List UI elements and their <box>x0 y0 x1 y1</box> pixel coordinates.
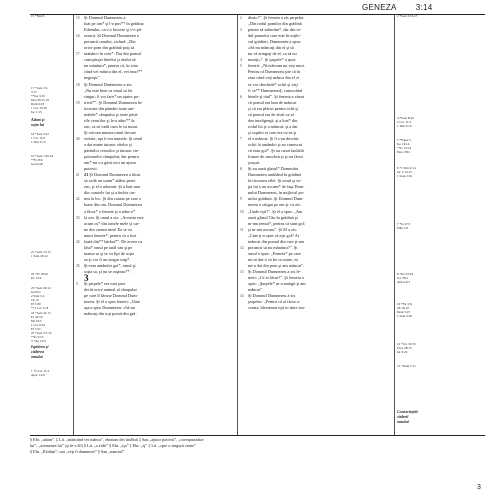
verse-text: nea la loc. Şi din coasta pe care o <box>84 196 142 202</box>
verse-text: şi m-am ascuns”. Şi El a zis: <box>248 226 298 232</box>
verse-text: că pomul era bun de mâncat <box>248 99 297 105</box>
cross-reference: **Is 52:5 <box>31 335 44 339</box>
cross-reference: 24 *Gen 31:15 <box>31 311 51 315</box>
verse-number: 19 <box>76 100 80 105</box>
cross-reference: Apoc 12:9 <box>31 373 45 377</box>
cross-reference: **1 Cor 11:8 <box>31 306 49 310</box>
cross-reference: Plân 1:8 <box>397 226 408 230</box>
cross-reference: 7 *Is 47:3 <box>397 222 411 226</box>
verse-text: Şi oricum numea omul fiecare <box>84 129 137 135</box>
verse-text: numi femeie*, pentru că a fost <box>84 232 137 238</box>
verse-text: malele* câmpului şi toate păsă- <box>84 111 139 117</box>
cross-reference: 19:13 <box>31 298 39 302</box>
verse-number: 12 <box>240 245 244 250</box>
verse-text: şorţuri. <box>248 160 261 166</box>
verse-number: 22 <box>76 197 80 202</box>
verse-text: sa şi vor fi un singur trup*. <box>84 256 131 262</box>
verse-text: tocmise din pământ toate ani- <box>84 105 135 111</box>
cross-reference: 23 *Gen 29:14 <box>31 286 51 290</box>
verse-text: dul pomului care este în mijlo- <box>248 33 301 39</box>
column-divider-center <box>237 15 238 435</box>
verse-text: m-am temut*, pentru că sunt gol; <box>248 220 306 226</box>
verse-text: om; şi el a adormit. Şi a luat una <box>84 184 140 190</box>
verse-text: omul a spus: „Femeia* pe care <box>248 250 301 256</box>
left-margin-references <box>31 15 71 425</box>
cross-reference: Ef 5:31 <box>31 327 41 331</box>
cross-reference: 22 *Pr 18:22 <box>31 272 49 276</box>
footnotes <box>30 437 485 455</box>
verse-text: om* nu s-a găsit nici un ajutor <box>84 160 137 166</box>
cross-reference: Ier 2:22 <box>397 350 408 354</box>
cross-reference: 15 *Nm 8. <box>31 15 46 18</box>
verse-text: a dat nume tuturor vitelor şi <box>84 141 132 147</box>
verse-number: 17 <box>76 52 80 57</box>
cross-reference: 4 *Ioan 8:44 <box>397 116 414 120</box>
verse-text: în răcoarea zilei. Şi omul şi so- <box>248 178 302 184</box>
verse-text: Şi au auzit glasul* Domnului <box>248 166 299 172</box>
section-heading: Adam şi <box>31 117 45 122</box>
verse-text: ceasta, blestemat eşti tu între toa- <box>248 305 306 311</box>
verse-number: 25 <box>76 263 80 268</box>
footnote-rule <box>30 435 485 436</box>
verse-number: 11 <box>240 227 244 232</box>
cross-reference: 8 *Ier 23:24 <box>397 272 414 276</box>
verse-text: când vei mânca din el, vei muri** <box>84 69 143 75</box>
cross-reference: 19 *Gen 1:20,24 <box>31 154 54 158</box>
verse-text: cul grădinii, Dumnezeu a spus: <box>248 39 302 45</box>
cross-reference: 1 Tim 2:13 <box>31 140 46 144</box>
verse-text: nu vă atingeţi de el, ca să nu <box>248 51 297 57</box>
verse-text: ne din carnea mea! Ea se va <box>84 226 132 232</box>
verse-text: Edenului, ca s-o lucreze şi s-o pă- <box>84 27 143 33</box>
verse-text: frunze de smochin şi şi-au făcut <box>248 154 303 160</box>
verse-number: 18 <box>76 82 80 87</box>
verse-number: 10 <box>240 209 244 214</box>
verse-text: vietate, aşa îi era numele. Şi omul <box>84 135 143 141</box>
verse-text: milor grădinii. Şi Domnul Dum- <box>248 196 304 202</box>
verse-text: ziua când veţi mânca din el vi <box>248 75 300 81</box>
verse-number: 15 <box>76 16 80 20</box>
cross-reference: Iac 1:15 <box>31 110 42 114</box>
verse-text: mănânci în voie*. Dar din pomul <box>84 51 141 57</box>
verse-text: negreşit”. <box>84 75 101 81</box>
verse-text: se vor deschide* ochii şi veţi <box>248 81 298 87</box>
cross-reference: Ps 45:10 <box>31 315 43 319</box>
cross-reference: 1 Cor 11:9 <box>31 136 45 140</box>
verse-text: femeii: „Nicidecum nu veţi muri. <box>248 63 306 69</box>
verse-number: 13 <box>240 269 244 274</box>
cross-reference: **Ps 8:6 <box>31 158 43 162</box>
cross-reference: 20:18,19 <box>397 306 409 310</box>
verse-text: Pentru că Dumnezeu ştie că în <box>248 69 301 75</box>
verse-text: fi ca** Dumnezeu§, cunoscând <box>248 87 302 93</box>
verse-text: acum os* din oasele mele şi car- <box>84 220 140 226</box>
cross-reference: 12 *Iov 31:33 <box>397 342 416 346</box>
verse-text: «Să nu mâncaţi din el şi să <box>248 45 294 51</box>
verse-text: şarpelui: „Pentru că ai făcut a- <box>248 299 301 305</box>
cross-reference: 2 Sam 5:1, <box>31 294 46 298</box>
verse-text: mâncat din pomul din care ţi-am <box>248 238 304 244</box>
verse-text: ţia lui s-au ascuns* de faţa Dom- <box>248 184 305 190</box>
cross-reference: Gen 6:20 <box>31 162 44 166</box>
cross-reference: 25 *Gen 3:7,10 <box>31 331 52 335</box>
verse-number: 5 <box>240 64 242 69</box>
verse-text: auzit glasul Tău în grădină şi <box>248 214 298 220</box>
verse-text: Şi Domnul Dumnezeu a făcut <box>89 172 141 178</box>
cross-reference: 6 *1 Tim 2:14 <box>397 166 416 170</box>
column-divider-left <box>73 15 74 435</box>
verse-text: om, ca să vadă cum le va numi. <box>84 123 139 129</box>
verse-text: aşa a spus Dumnezeu: «Să nu <box>84 305 135 311</box>
verse-text: trivit*”. Şi Domnul Dumnezeu în- <box>84 99 143 105</box>
verse-number: 3 <box>76 282 78 287</box>
column-divider-right <box>394 15 395 435</box>
cross-reference: 13 *Rom 7:11 <box>397 364 416 368</box>
cross-reference: Jud 9:2 <box>31 290 41 294</box>
verse-number: 20 <box>76 136 80 141</box>
verse-number: 4 <box>240 58 242 63</box>
cross-reference: Rom 6:23 <box>31 102 45 106</box>
verse-text: nu mănânci*, pentru că, în ziua <box>84 63 138 69</box>
section-heading: căderea <box>31 349 44 354</box>
verse-number: 16 <box>76 34 80 39</box>
verse-text: binele şi răul”. Şi femeia a văzut <box>248 93 304 99</box>
cross-reference: 1 Ioan 2:16 <box>397 174 413 178</box>
verse-text: nezeu. Şi el a spus femeii: „Oare <box>84 299 141 305</box>
verse-text: cunoştinţei binelui şi răului să <box>84 57 136 63</box>
verse-text: zească. Şi Domnul Dumnezeu a <box>84 33 139 39</box>
cross-reference: Iac 1:14,15 <box>397 170 412 174</box>
cross-reference: 18 *Gen 3:12 <box>31 132 49 136</box>
verse-text: păsărilor cerurilor şi tuturor vie- <box>84 148 140 154</box>
section-heading: Consecinţele <box>397 409 419 414</box>
right-margin-references <box>397 15 482 425</box>
cross-reference: Ef 5:30 <box>31 302 41 306</box>
verse-text: Şi Domnul Dumnezeu a zis fe- <box>248 268 302 274</box>
cross-reference: Ev 13:4 <box>31 276 42 280</box>
chapter-number: 3 <box>84 273 89 284</box>
verse-text: mâncaţi din toţi pomii din gră- <box>84 311 137 317</box>
verse-text: orice pom din grădină poţi să <box>84 45 135 51</box>
cross-reference: **Is 14:14 <box>397 146 412 150</box>
verse-text: singur; îi voi face* un ajutor po- <box>84 93 140 99</box>
cross-reference: Amos 9:3 <box>397 280 410 284</box>
section-heading: omului <box>397 419 409 424</box>
verse-text: Şi erau amândoi goi*, omul şi <box>84 262 136 268</box>
cross-reference: 17 *Gen 3:1, <box>31 86 49 90</box>
verse-text: Şi Domnul Dumnezeu a <box>84 15 126 20</box>
verse-text: Şi Domnul Dumnezeu a zis <box>248 293 296 299</box>
verse-number: 6 <box>240 94 242 99</box>
verse-text: muriţi»”. Şi şarpele* a spus <box>248 57 296 63</box>
cross-reference: 10 *Ex 3:6, <box>397 302 413 306</box>
verse-text: dină»?”. Şi femeia a zis şarpelui: <box>248 15 305 20</box>
verse-number: 7 <box>240 136 242 141</box>
verse-text: şi soţului ei care era cu ea şi <box>248 129 297 135</box>
verse-text: putem să mâncăm*, dar din ro- <box>248 27 302 33</box>
footnote-line: lui”, „asemenea lui” (şi în v.20) § Lit. „a zidit” § Ebr. „işa” ‡ Ebr. „iş” ‡ Lit. „spre o singură carne” <box>30 443 196 448</box>
verse-text: că pomul era de dorit ca să <box>248 111 295 117</box>
cross-reference: Deut 5:25 <box>397 310 411 314</box>
cross-reference: 1 Ioan 3:20 <box>397 314 413 318</box>
verse-text: rodul lui şi a mâncat; şi a dat <box>248 123 298 129</box>
verse-text: Şi şarpele* era mai şiret <box>84 281 126 287</box>
verse-text: mi-a dat din pom şi am mâncat”. <box>248 262 305 268</box>
section-heading: omului <box>31 354 43 359</box>
section-heading: căderii <box>397 414 409 419</box>
cross-reference: 1 Tim 2:14 <box>397 124 412 128</box>
text-column-right <box>240 15 392 435</box>
verse-text: „Nu este bine ca omul să fie <box>84 87 133 93</box>
cross-reference: 1 *2 Cor 11:3 <box>31 369 50 373</box>
verse-text: luat pe om* şi l-a pus** în grădina <box>84 21 144 27</box>
verse-number: 3 <box>240 28 242 33</box>
header-reference: 3:14 <box>415 3 433 12</box>
verse-text: ochii la amândoi şi au cunoscut <box>248 141 303 147</box>
verse-number: 8 <box>240 167 242 172</box>
cross-reference: 1 Sam 26:12 <box>31 254 48 258</box>
text-line <box>76 311 234 317</box>
verse-text: luase din om, Domnul Dumnezeu <box>84 202 142 208</box>
verse-text: spus: „Şarpele* m-a amăgit şi am <box>248 281 306 287</box>
verse-number: 21 <box>76 173 80 178</box>
cross-reference: **Ge 3:19 <box>31 94 45 98</box>
verse-text: soţia sa, şi nu se ruşinau**. <box>84 268 131 274</box>
footnote-line: § Ebr. „adam”. ‡ Lit. „mâncând vei mânca”, ebraism des întâlnit ‡ Sau „ajutor potrivit”, „corespunzător <box>30 437 204 442</box>
cross-reference: Mt 19:5 <box>31 319 42 323</box>
cross-reference: Deu 30:15,19 <box>31 98 49 102</box>
verse-text: din coastele lui şi a închis car- <box>84 190 136 196</box>
verse-text: pe care îl făcuse Domnul Dum- <box>84 293 139 299</box>
verse-text: nului Dumnezeu, în mijlocul po- <box>248 190 305 196</box>
verse-number: 9 <box>240 197 242 202</box>
page-number: 3 <box>477 484 481 491</box>
verse-text: „Din rodul pomilor din grădină <box>248 21 302 27</box>
verse-text: poruncit să nu mănânci?”. Şi <box>248 244 298 250</box>
verse-text: rile cerurilor şi le-a adus** la <box>84 117 135 123</box>
verse-number: 14 <box>240 294 244 299</box>
cross-reference: 21 *Gen 15:12 <box>31 250 51 254</box>
cross-reference: 5:17 <box>31 90 37 94</box>
verse-text: mama sa şi se va lipi de soţia <box>84 250 134 256</box>
header-book: GENEZA <box>362 3 397 12</box>
verse-text: să cadă un somn* adânc peste <box>84 178 136 184</box>
cross-reference: Isa 14:14 <box>397 142 410 146</box>
text-line <box>240 305 392 311</box>
verse-text: Dumnezeu umblând în grădină <box>248 172 302 178</box>
verse-text: decât orice animal al câmpului <box>84 287 137 293</box>
verse-number: 2 <box>240 16 242 20</box>
cross-reference: 3 *Ap 12:9 <box>31 339 46 343</box>
cross-reference: 1 Cor 15:56 <box>31 106 47 110</box>
verse-text: şi că era plăcut pentru ochi şi <box>248 105 299 111</box>
verse-text: poruncit omului, zicând: „Din <box>84 39 136 45</box>
verse-text: ţuitoarelor câmpului; dar pentru <box>84 154 139 160</box>
verse-text: la om. Şi omul a zis: „Aceasta este <box>84 214 144 220</box>
cross-reference: 2 *Gen 2:16,17 <box>397 15 418 18</box>
cross-reference: Prov 28:13 <box>397 346 412 350</box>
verse-text: nezeu a strigat pe om şi i-a zis: <box>248 202 302 208</box>
text-column-left <box>76 15 234 435</box>
verse-text: mi-ai dat-o să fie cu mine, ea <box>248 256 298 262</box>
cross-reference: 2 Cor 11:3 <box>397 120 411 124</box>
cross-reference: 5 *Fapte 5 <box>397 138 411 142</box>
verse-marker: 21 <box>84 172 89 178</box>
cross-reference: Iov 38:1 <box>397 276 409 280</box>
verse-text: lăsa* omul pe tatăl său şi pe <box>84 244 133 250</box>
verse-text: a făcut* o femeie şi a adus-o* <box>84 208 136 214</box>
verse-text: Şi Domnul Dumnezeu a zis: <box>84 81 133 87</box>
verse-text: „Cine ţi-a spus că eşti gol? Ai <box>248 232 300 238</box>
footnote-line: § Ebr. „Elohim”; sau „veţi fi dumnezei” § Sau „nanciul” <box>30 449 125 454</box>
section-heading: Ispitirea şi <box>31 344 49 349</box>
verse-text: mâncat”. <box>248 287 264 293</box>
verse-text: „Unde eşti?”. Şi el a spus: „Am <box>248 208 303 214</box>
verse-number: 23 <box>76 215 80 220</box>
verse-text: el a mâncat. Şi li s-au deschis <box>248 135 299 141</box>
cross-reference: 1 Cor 6:16 <box>31 323 46 327</box>
section-heading: soţia lui <box>31 122 45 127</box>
verse-text: luată din** bărbat*”. De aceea va <box>84 238 142 244</box>
verse-text: dea inteligenţă, şi a luat* din <box>248 117 298 123</box>
verse-text: potrivit. <box>84 166 98 172</box>
cross-reference: Ezec 28:2 <box>397 150 411 154</box>
verse-number: 24 <box>76 239 80 244</box>
verse-text: meii: „Ce ai făcut?”. Şi femeia a <box>248 275 304 281</box>
verse-text: că erau goi*. Şi au cusut laolaltă <box>248 148 304 154</box>
